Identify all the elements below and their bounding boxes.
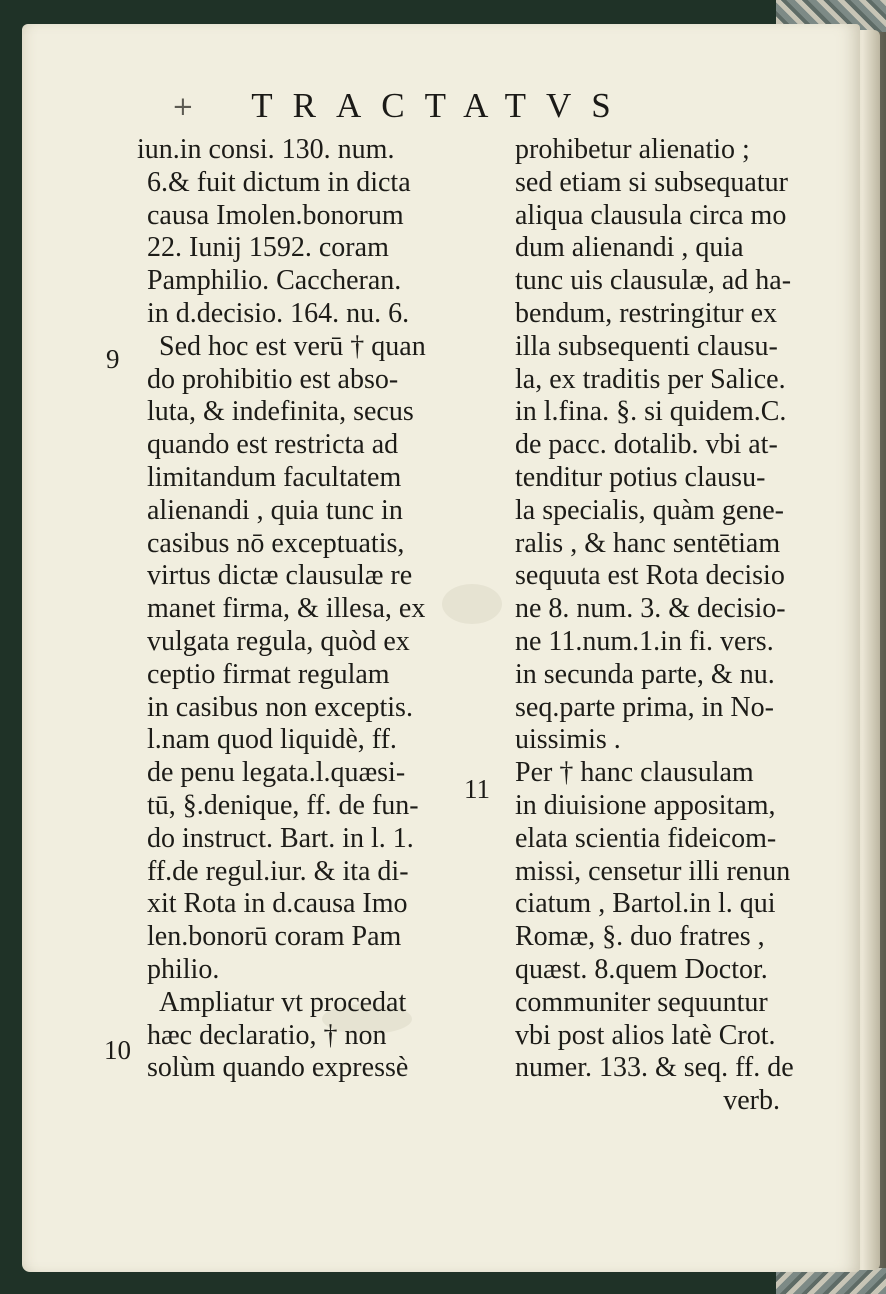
right-column — [493, 134, 808, 1118]
text-line: sequuta est Rota decisio — [515, 560, 785, 592]
text-line: iun.in consi. 130. num. — [137, 134, 395, 165]
text-line: casibus nō exceptuatis, — [147, 527, 405, 559]
text-line: solùm quando expressè — [147, 1052, 409, 1084]
text-line: aliqua clausula circa mo — [515, 199, 787, 231]
text-line: sed etiam si subsequatur — [515, 166, 788, 198]
text-line: ralis , & hanc sentētiam — [515, 527, 781, 559]
text-line: Romæ, §. duo fratres , — [515, 921, 765, 953]
text-line: bendum, restringitur ex — [515, 297, 778, 329]
text-line: in casibus non exceptis. — [147, 691, 413, 723]
text-line: l.nam quod liquidè, ff. — [147, 724, 397, 756]
text-line: 22. Iunij 1592. coram — [147, 232, 389, 264]
book-page — [22, 24, 860, 1272]
text-line: in secunda parte, & nu. — [515, 658, 775, 690]
header-mark: + — [172, 92, 194, 122]
text-line: vulgata regula, quòd ex — [147, 625, 410, 657]
text-line: limitandum facultatem — [147, 461, 402, 493]
text-line: Per † hanc clausulam — [515, 757, 754, 789]
text-line: seq.parte prima, in No- — [515, 691, 774, 723]
text-line: de penu legata.l.quæsi- — [147, 757, 406, 789]
text-line: ne 11.num.1.in fi. vers. — [515, 625, 774, 657]
text-line: quæst. 8.quem Doctor. — [515, 953, 768, 985]
text-line: alienandi , quia tunc in — [147, 494, 403, 526]
text-line: la specialis, quàm gene- — [515, 494, 785, 526]
text-line: in diuisione appositam, — [515, 789, 776, 821]
text-line: tunc uis clausulæ, ad ha- — [515, 265, 792, 297]
text-line: dum alienandi , quia — [515, 232, 744, 264]
text-line: illa subsequenti clausu- — [515, 330, 778, 362]
text-line: ceptio firmat regulam — [147, 658, 390, 690]
text-line: missi, censetur illi renun — [515, 855, 791, 887]
running-header: TRACTATVS — [251, 86, 631, 125]
text-line: tū, §.denique, ff. de fun- — [147, 789, 419, 821]
text-line: la, ex traditis per Salice. — [515, 363, 786, 395]
text-line: luta, & indefinita, secus — [147, 396, 414, 428]
margin-number: 10 — [104, 1035, 131, 1065]
text-line: virtus dictæ clausulæ re — [147, 560, 413, 592]
text-line: Sed hoc est verū † quan — [159, 330, 426, 362]
margin-number: 9 — [106, 344, 120, 374]
text-line: tenditur potius clausu- — [515, 461, 766, 493]
text-line: prohibetur alienatio ; — [515, 134, 750, 165]
text-line: uissimis . — [515, 724, 621, 756]
text-line: ne 8. num. 3. & decisio- — [515, 593, 786, 625]
text-line: elata scientia fideicom- — [515, 822, 777, 854]
text-line: do prohibitio est abso- — [147, 363, 399, 395]
text-line: vbi post alios latè Crot. — [515, 1019, 776, 1051]
text-line: in d.decisio. 164. nu. 6. — [147, 297, 410, 329]
text-line: philio. — [147, 953, 220, 985]
margin-number: 11 — [464, 774, 490, 804]
text-line: xit Rota in d.causa Imo — [147, 888, 408, 920]
text-line: numer. 133. & seq. ff. de — [515, 1052, 794, 1084]
text-line: de pacc. dotalib. vbi at- — [515, 429, 778, 461]
text-line: Ampliatur vt procedat — [159, 986, 407, 1018]
text-line: hæc declaratio, † non — [147, 1019, 387, 1051]
text-line: manet firma, & illesa, ex — [147, 593, 426, 625]
left-column — [137, 134, 447, 1085]
text-line: len.bonorū coram Pam — [147, 921, 402, 953]
catchword: verb. — [723, 1085, 780, 1117]
text-line: in l.fina. §. si quidem.C. — [515, 396, 787, 428]
text-line: causa Imolen.bonorum — [147, 199, 404, 231]
text-line: do instruct. Bart. in l. 1. — [147, 822, 414, 854]
text-line: communiter sequuntur — [515, 986, 768, 1018]
text-line: ciatum , Bartol.in l. qui — [515, 888, 776, 920]
text-line: quando est restricta ad — [147, 429, 399, 461]
text-line: Pamphilio. Caccheran. — [147, 265, 402, 297]
text-line: ff.de regul.iur. & ita di- — [147, 855, 409, 887]
text-line: 6.& fuit dictum in dicta — [147, 166, 411, 198]
